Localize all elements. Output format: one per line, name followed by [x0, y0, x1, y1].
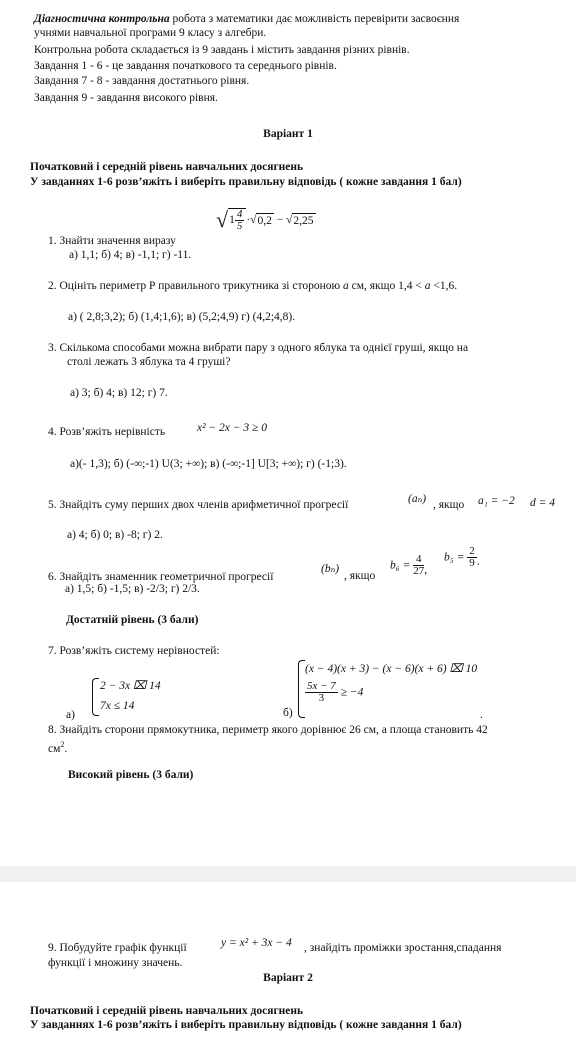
task-3-line-2: столі лежать 3 яблука та 4 груші?: [67, 356, 231, 368]
level-3-heading: Високий рівень (3 бали): [68, 769, 194, 781]
task-7-dot: .: [480, 709, 483, 721]
task-2-answers: а) ( 2,8;3,2); б) (1,4;1,6); в) (5,2;4,9) г) (4,2;4,8).: [68, 311, 296, 323]
task-7-text: 7. Розв’яжіть систему нерівностей:: [48, 645, 220, 657]
variant-2-heading: Варіант 2: [263, 972, 313, 984]
task-3-answers: а) 3; б) 4; в) 12; г) 7.: [70, 387, 168, 399]
task-1-text: 1. Знайти значення виразу: [48, 235, 176, 247]
task-1-expression: √1 $\frac{4}{5}$ ·√0,2 − √2,25: [216, 207, 314, 232]
task-7-b-inequality-2: $\frac{5x - 7}{3}$ ≥ −4: [307, 680, 364, 704]
task-7-b-brace: [298, 660, 305, 718]
intro-line-4: Завдання 1 - 6 - це завдання початкового та середнього рівнів.: [34, 60, 337, 72]
task-7-a-inequality-1: 2 − 3x ⌧ 14: [100, 680, 161, 692]
intro-line-6: Завдання 9 - завдання високого рівня.: [34, 92, 218, 104]
variant-2-instructions: У завданнях 1-6 розв’яжіть і виберіть правильну відповідь ( кожне завдання 1 бал): [30, 1019, 462, 1031]
task-6-text: 6. Знайдіть знаменник геометричної прогресії: [48, 571, 274, 583]
task-8-line-2: $см^2$.: [48, 740, 68, 755]
task-7-a-label: а): [66, 709, 75, 721]
task-5-sequence: (аₙ): [408, 493, 427, 505]
task-9-function: y = x² + 3x − 4: [221, 937, 292, 949]
task-9-text-a: 9. Побудуйте графік функції: [48, 942, 187, 954]
task-1-answers: а) 1,1; б) 4; в) -1,1; г) -11.: [69, 249, 192, 261]
task-7-a-brace: [92, 678, 99, 716]
task-9-text-b: , знайдіть проміжки зростання,спадання: [304, 942, 502, 954]
intro-title: Діагностична контрольна: [34, 13, 170, 25]
task-7-b-label: б): [283, 707, 293, 719]
level-2-heading: Достатній рівень (3 бали): [66, 614, 199, 626]
task-5-condition-d: d = 4: [530, 497, 556, 509]
task-2-text: 2. Оцініть периметр Р правильного трикутника зі стороною а см, якщо 1,4 < а <1,6.: [48, 280, 458, 292]
variant-1-heading: Варіант 1: [263, 128, 313, 140]
task-6-sequence: (bₙ): [321, 563, 340, 575]
task-4-text: 4. Розв’яжіть нерівність: [48, 426, 166, 438]
task-6-condition-b5: b₅ = $\frac{2}{9}$ .: [444, 545, 480, 569]
intro-line-5: Завдання 7 - 8 - завдання достатнього рівня.: [34, 75, 250, 87]
task-9-line-2: функції і множину значень.: [48, 957, 183, 969]
task-6-condition-b6: b₆ = $\frac{4}{27}$ ,: [390, 553, 428, 577]
task-8-line-1: 8. Знайдіть сторони прямокутника, периметр якого дорівнює 26 см, а площа становить 42: [48, 724, 488, 736]
variant-2-level-heading: Початковий і середній рівень навчальних досягнень: [30, 1005, 304, 1017]
intro-line-2: учнями навчальної програми 9 класу з алгебри.: [34, 27, 267, 39]
task-5-condition-a1: a₁ = −2: [478, 495, 515, 507]
task-5-if: , якщо: [433, 499, 465, 511]
task-5-answers: а) 4; б) 0; в) -8; г) 2.: [67, 529, 163, 541]
page-2: [0, 882, 576, 1060]
task-7-b-inequality-1: (x − 4)(x + 3) − (x − 6)(x + 6) ⌧ 10: [305, 663, 478, 675]
task-5-text: 5. Знайдіть суму перших двох членів арифметичної прогресії: [48, 499, 349, 511]
task-4-answers: а)(- 1,3); б) (-∞;-1) U(3; +∞); в) (-∞;-1] U[3; +∞); г) (-1;3).: [70, 458, 347, 470]
level-1-heading: Початковий і середній рівень навчальних досягнень: [30, 161, 304, 173]
instructions: У завданнях 1-6 розв’яжіть і виберіть правильну відповідь ( кожне завдання 1 бал): [30, 176, 462, 188]
task-6-if: , якщо: [344, 570, 376, 582]
task-4-expression: x² − 2x − 3 ≥ 0: [197, 422, 267, 434]
page-separator: [0, 866, 576, 882]
task-3-line-1: 3. Скількома способами можна вибрати пару з одного яблука та однієї груші, якщо на: [48, 342, 469, 354]
intro-line-3: Контрольна робота складається із 9 завдань і містить завдання різних рівнів.: [34, 44, 410, 56]
intro-line-1: Діагностична контрольна робота з математики дає можливість перевірити засвоєння: [34, 13, 460, 25]
task-7-a-inequality-2: 7x ≤ 14: [100, 700, 135, 712]
task-6-answers: а) 1,5; б) -1,5; в) -2/3; г) 2/3.: [65, 583, 200, 595]
